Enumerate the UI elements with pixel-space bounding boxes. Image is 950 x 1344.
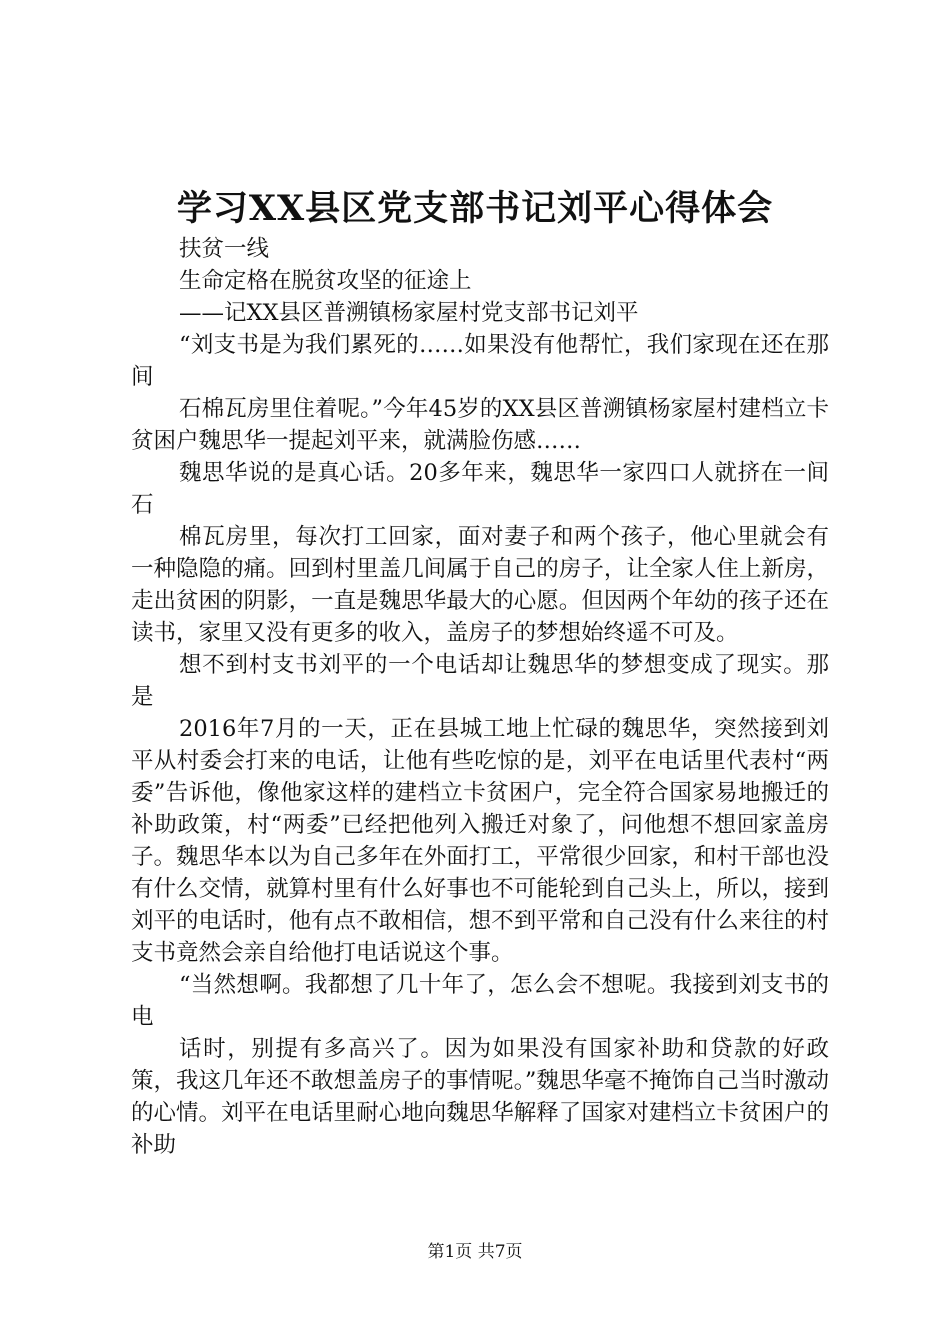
paragraph: 棉瓦房里，每次打工回家，面对妻子和两个孩子，他心里就会有一种隐隐的痛。回到村里盖几间属于自己的房子，让全家人住上新房，走出贫困的阴影，一直是魏思华最大的心愿。但因两个年幼的孩子还在读书，家里又没有更多的收入，盖房子的梦想始终遥不可及。: [131, 524, 829, 646]
document-body: [131, 233, 829, 1161]
paragraph: “当然想啊。我都想了几十年了，怎么会不想呢。我接到刘支书的电: [131, 972, 829, 1030]
paragraph: 想不到村支书刘平的一个电话却让魏思华的梦想变成了现实。那是: [131, 652, 829, 710]
paragraph: 2016年7月的一天，正在县城工地上忙碌的魏思华，突然接到刘平从村委会打来的电话，让他有些吃惊的是，刘平在电话里代表村“两委”告诉他，像他家这样的建档立卡贫困户，完全符合国家易地搬迁的补助政策，村“两委”已经把他列入搬迁对象了，问他想不想回家盖房子。魏思华本以为自己多年在外面打工，平常很少回家，和村干部也没有什么交情，就算村里有什么好事也不可能轮到自己头上，所以，接到刘平的电话时，他有点不敢相信，想不到平常和自己没有什么来往的村支书竟然会亲自给他打电话说这个事。: [131, 716, 829, 966]
paragraph: 魏思华说的是真心话。20多年来，魏思华一家四口人就挤在一间石: [131, 460, 829, 518]
document-title: 学习XX县区党支部书记刘平心得体会: [176, 188, 774, 229]
paragraph: 话时，别提有多高兴了。因为如果没有国家补助和贷款的好政策，我这几年还不敢想盖房子的事情呢。”魏思华毫不掩饰自己当时激动的心情。刘平在电话里耐心地向魏思华解释了国家对建档立卡贫困户的补助: [131, 1036, 829, 1158]
paragraph: 石棉瓦房里住着呢。”今年45岁的XX县区普溯镇杨家屋村建档立卡贫困户魏思华一提起刘平来，就满脸伤感……: [131, 396, 829, 454]
paragraph: ——记XX县区普溯镇杨家屋村党支部书记刘平: [179, 300, 639, 326]
paragraph: “刘支书是为我们累死的……如果没有他帮忙，我们家现在还在那间: [131, 332, 829, 390]
paragraph: 扶贫一线: [179, 236, 270, 262]
page-footer: 第1页 共7页: [427, 1242, 523, 1262]
paragraph: 生命定格在脱贫攻坚的征途上: [179, 268, 472, 294]
